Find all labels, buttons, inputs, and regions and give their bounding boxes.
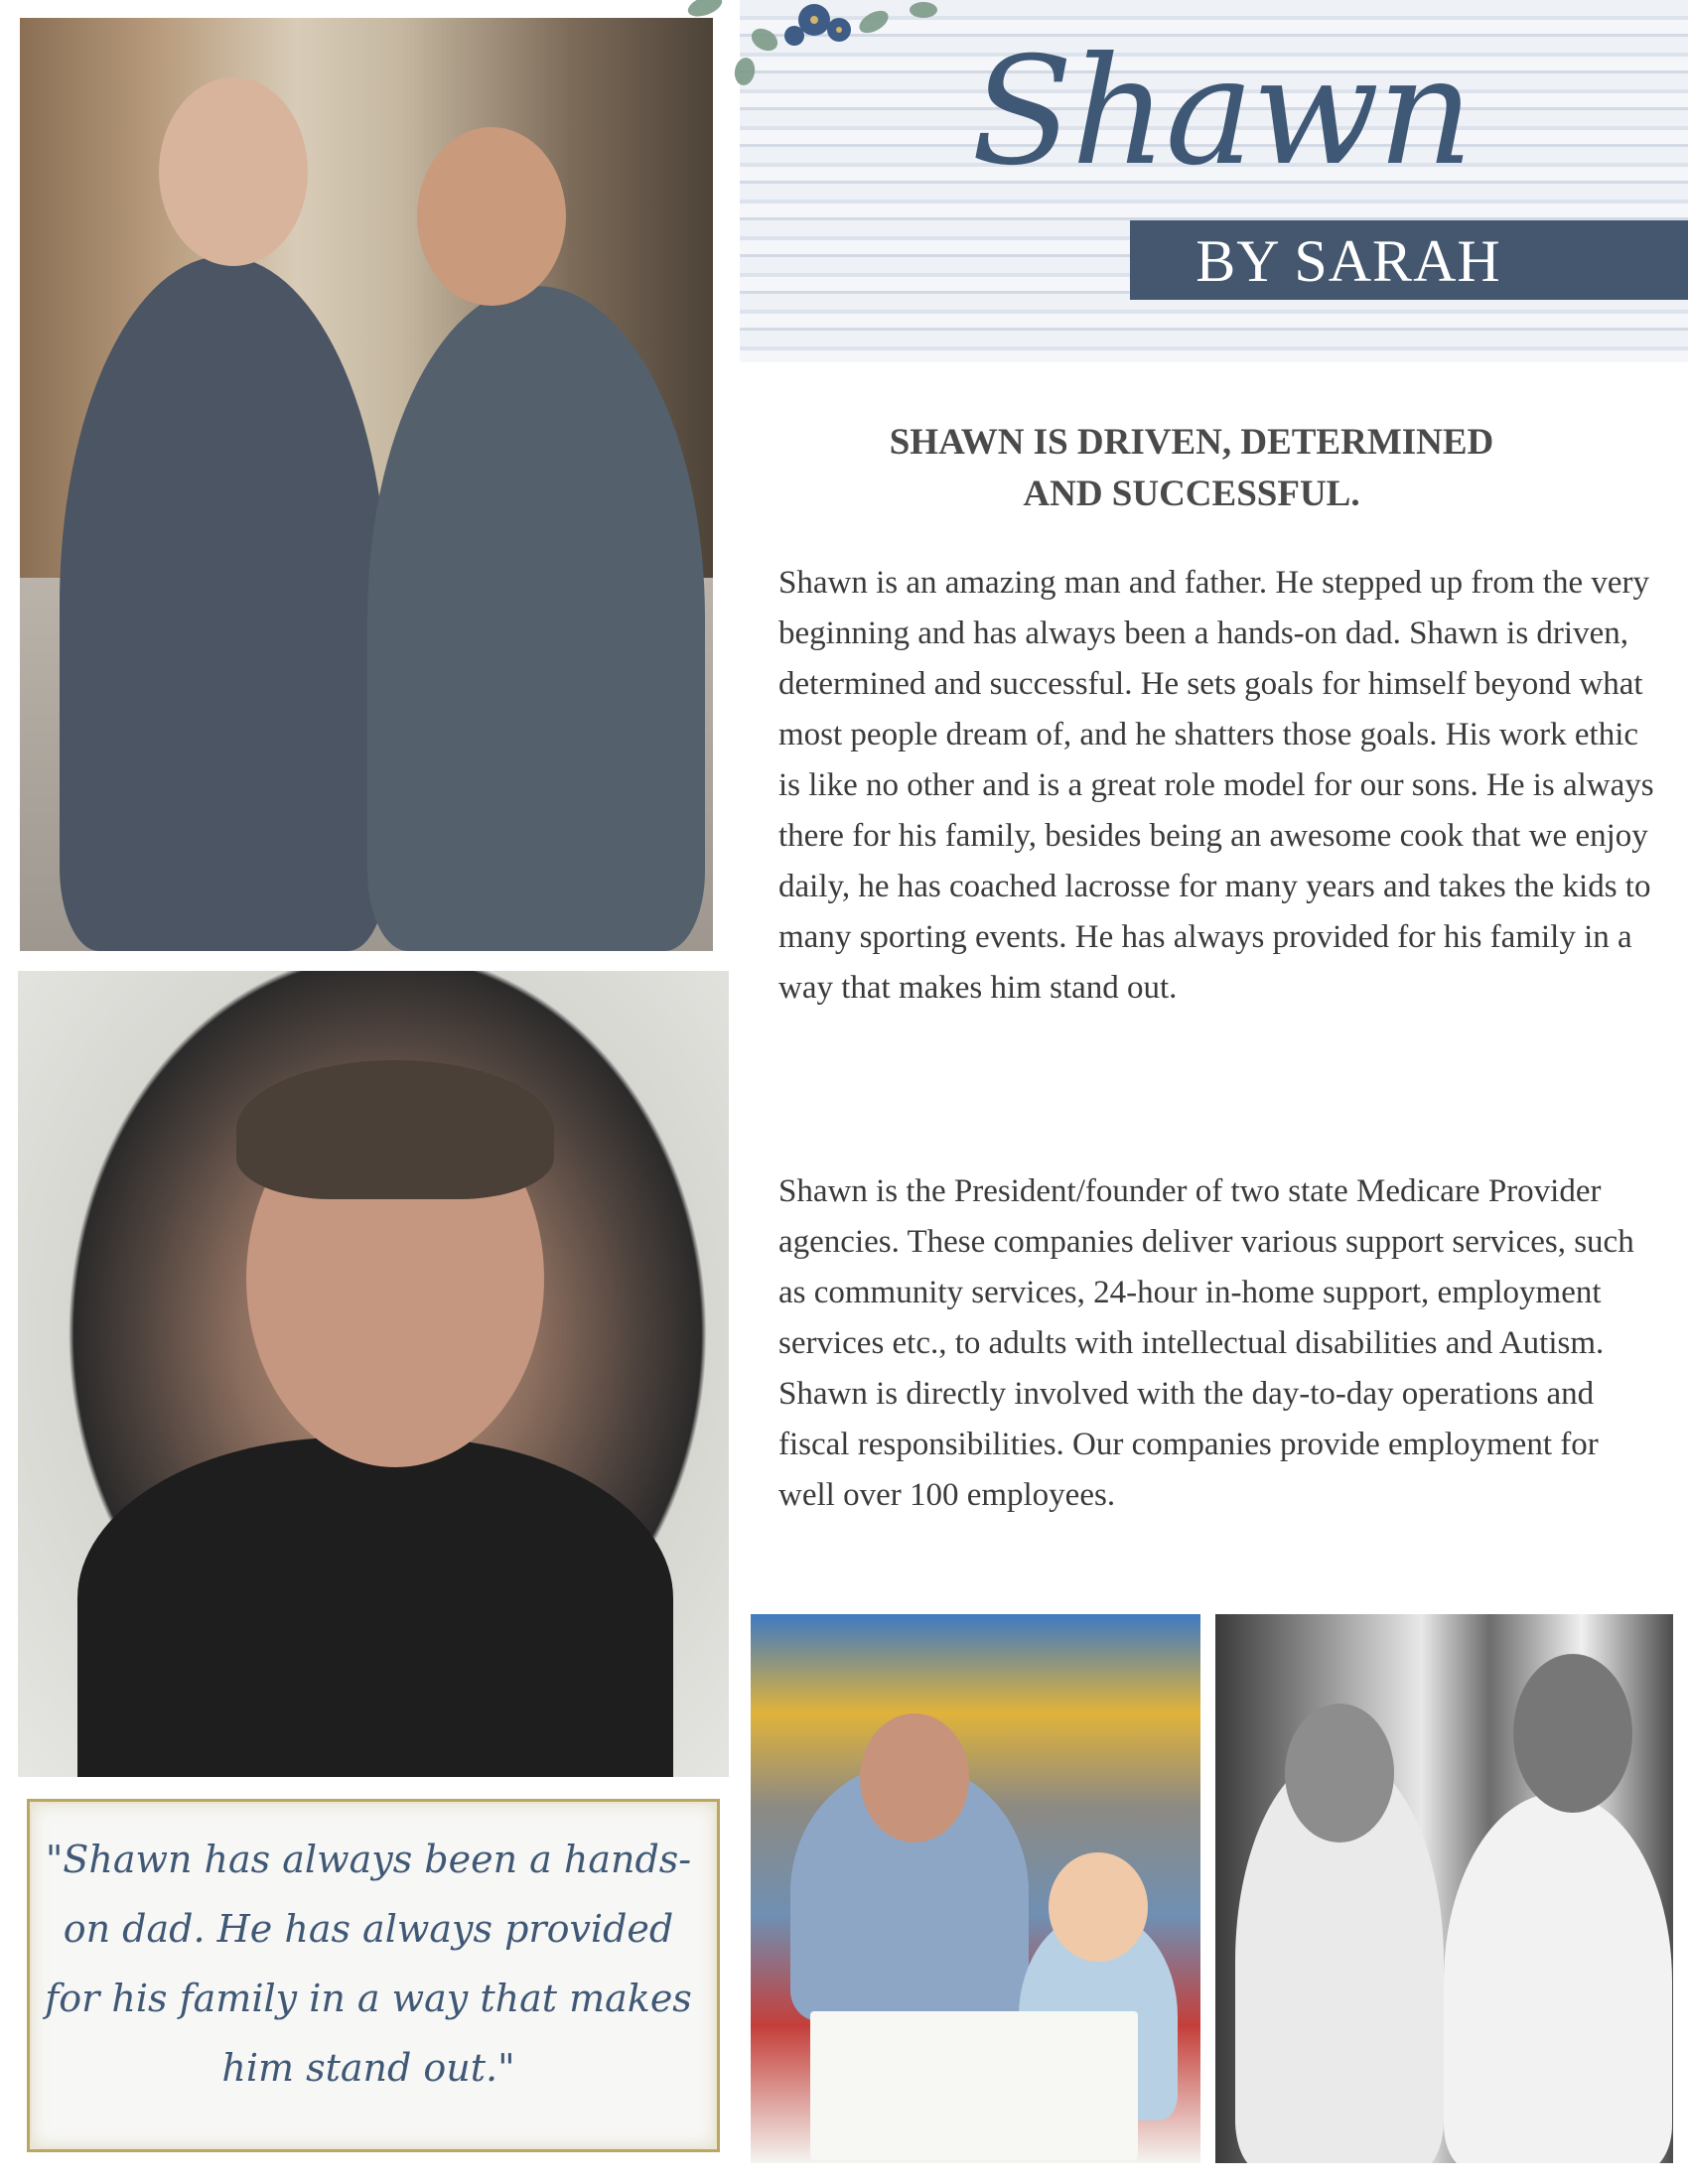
page-title: Shawn (971, 26, 1472, 199)
photo-shawn-portrait (18, 971, 729, 1777)
photo-classroom-with-child (751, 1614, 1200, 2163)
paragraph-1: Shawn is an amazing man and father. He stepped up from the very beginning and has always been a hands-on dad. Shawn is driven, determined and successful. He sets goals for himself beyond what most people dream of, and he shatters those goals. His work ethic is like no other and is a great role model for our sons. He is always there for his family, besides being an awesome cook that we enjoy daily, he has coached lacrosse for many years and takes the kids to many sporting events. He has always provided for his family in a way that makes him stand out. (778, 565, 1654, 1006)
section-headline (794, 417, 1589, 520)
byline: BY SARAH (1196, 228, 1501, 294)
photo-tie-fixing-bw (1215, 1614, 1673, 2163)
photo-father-and-son-city (20, 18, 713, 951)
floral-decoration-icon (675, 0, 963, 99)
headline-line-1: SHAWN IS DRIVEN, DETERMINED (889, 422, 1494, 463)
headline-line-2: AND SUCCESSFUL. (1023, 474, 1360, 514)
paragraph-2: Shawn is the President/founder of two state Medicare Provider agencies. These companies deliver various support services, such as community services, 24-hour in-home support, employment services etc., to adults with intellectual disabilities and Autism. Shawn is directly involved with the day-to-day operations and fiscal responsibilities. Our companies provide employment for well over 100 employees. (778, 1173, 1634, 1513)
quote-text: "Shawn has always been a hands-on dad. He has always provided for his family in a way that makes him stand out." (45, 1838, 692, 2090)
